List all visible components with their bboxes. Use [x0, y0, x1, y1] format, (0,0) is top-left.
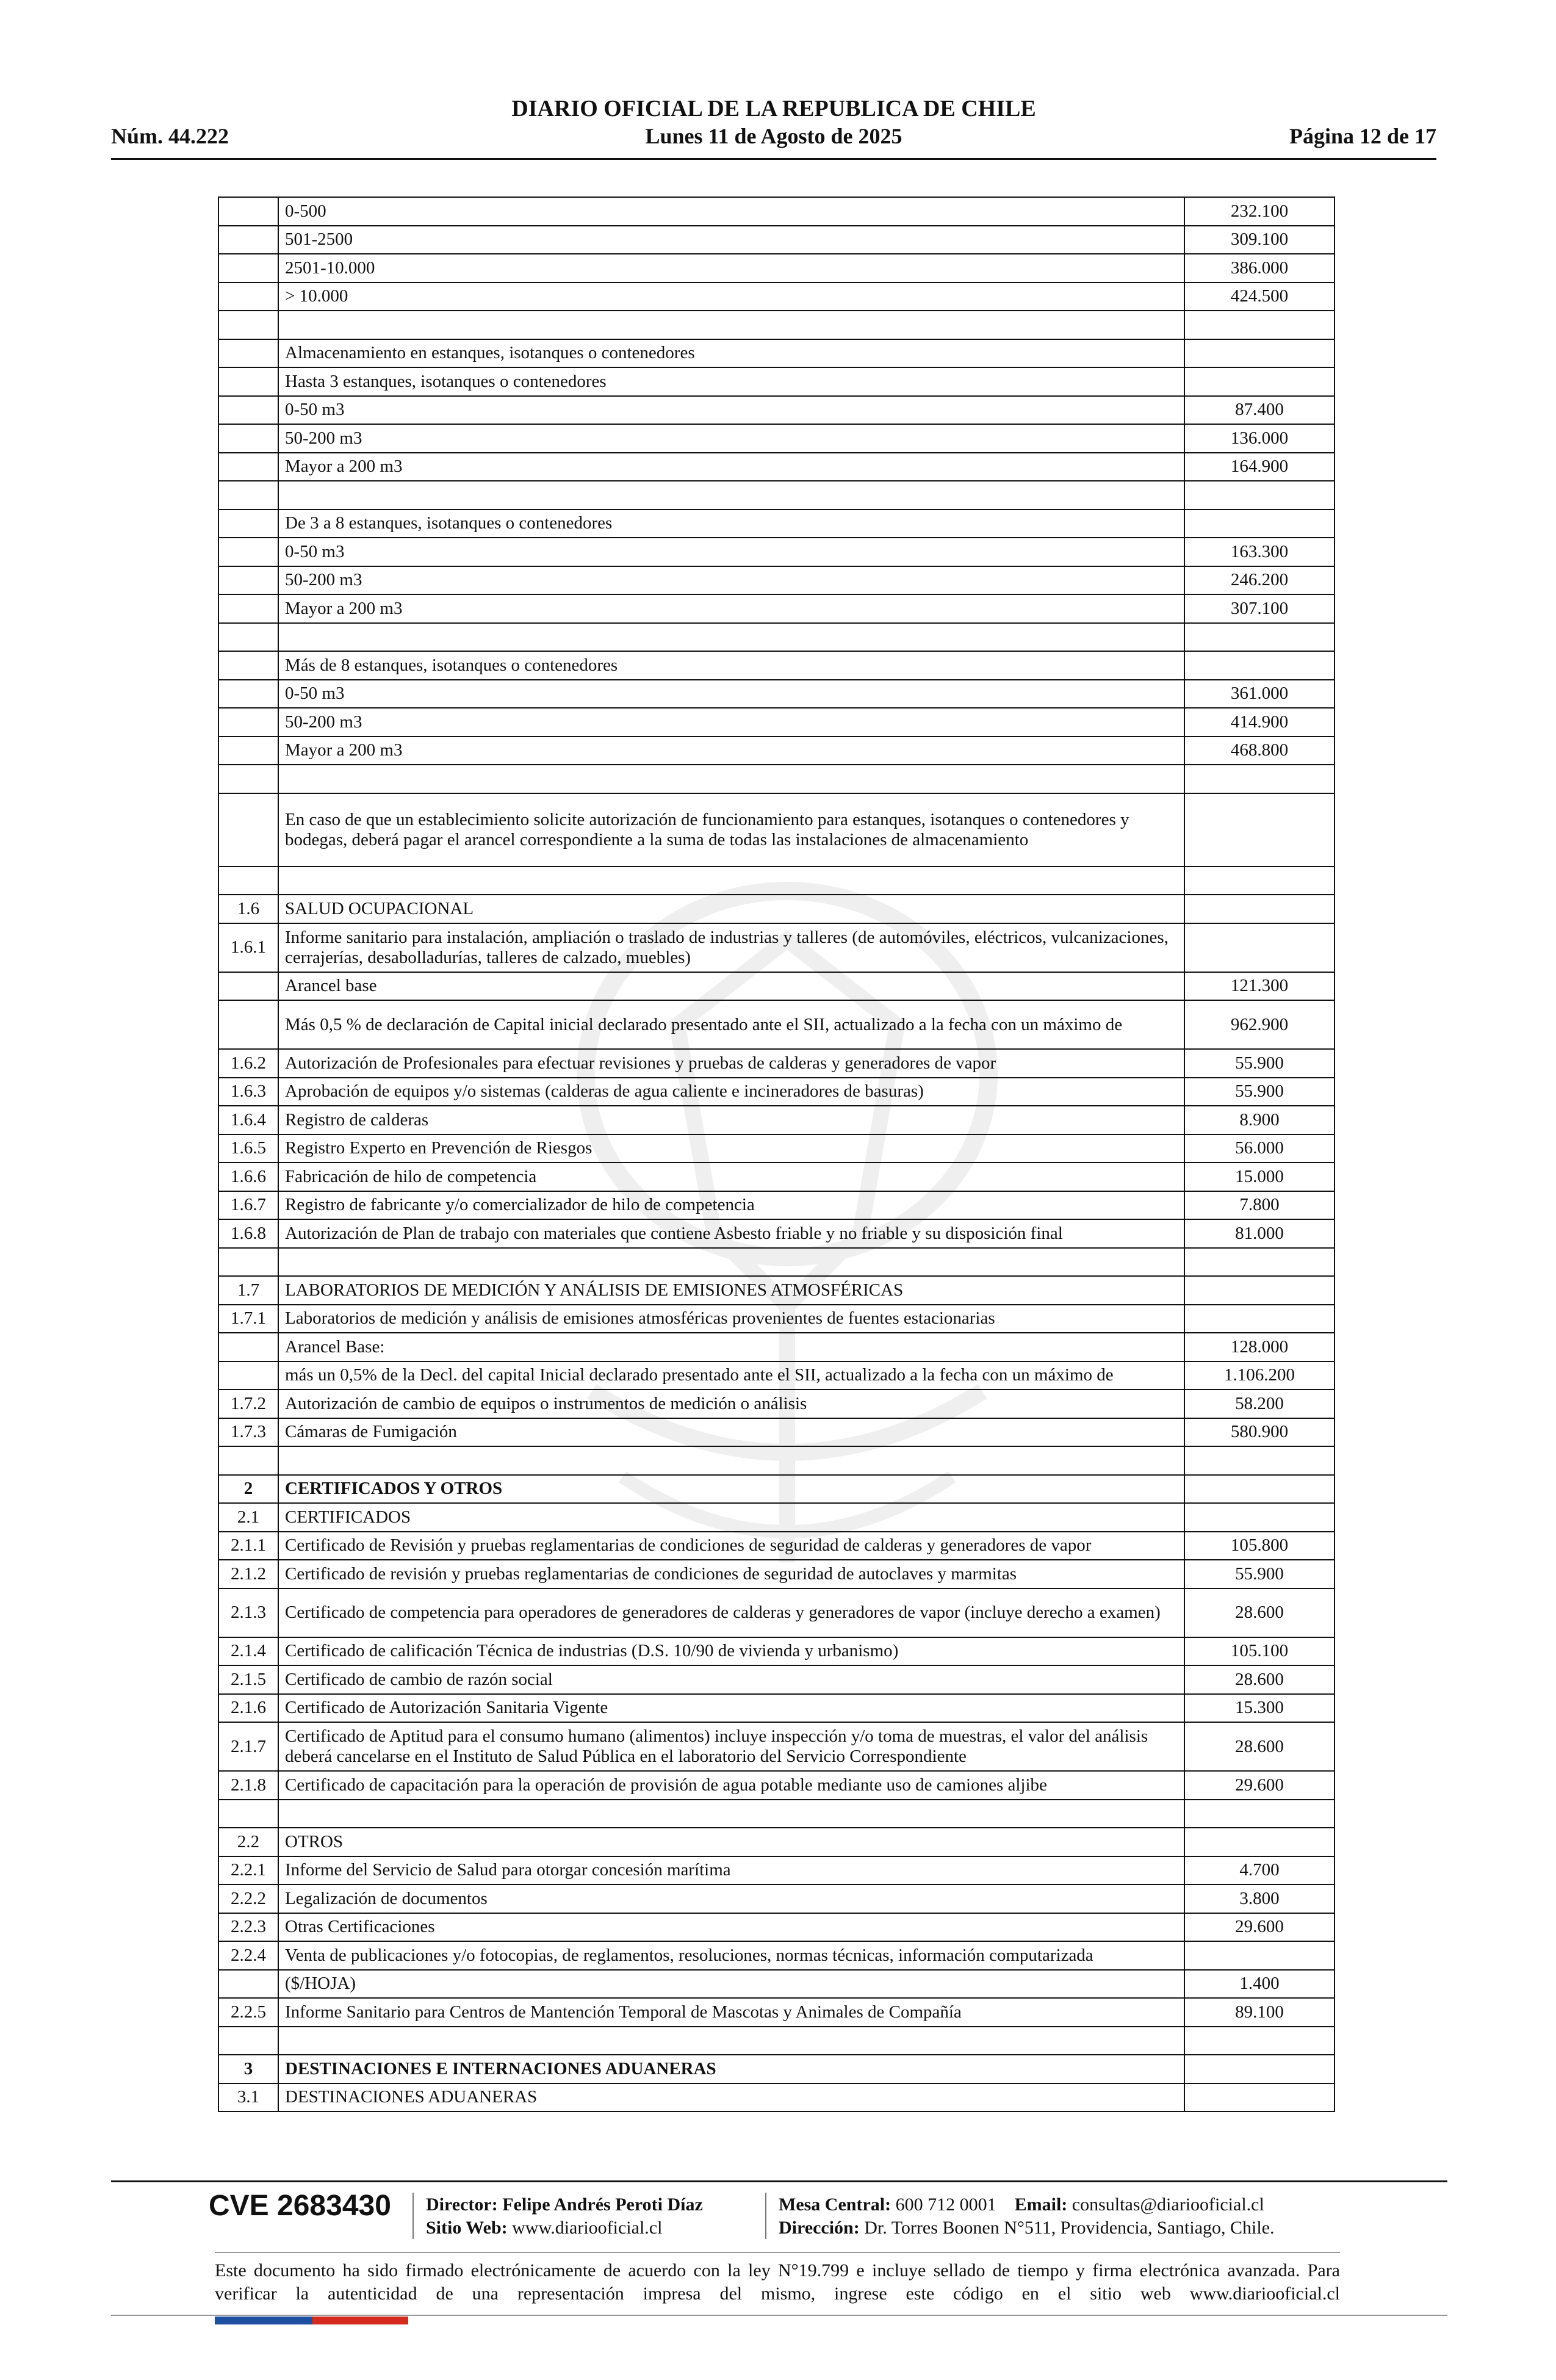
row-description: 501-2500 — [278, 226, 1184, 254]
table-row — [218, 1941, 1334, 1970]
row-code: 1.7.1 — [218, 1305, 278, 1333]
table-row — [218, 1134, 1334, 1163]
footer-director-block — [426, 2193, 703, 2240]
row-code: 2.1.2 — [218, 1560, 278, 1588]
row-fee — [1184, 481, 1334, 510]
table-row — [218, 923, 1334, 972]
row-fee — [1184, 1828, 1334, 1856]
row-code — [218, 1000, 278, 1049]
row-code — [218, 594, 278, 623]
row-description: Arancel base — [278, 972, 1184, 1001]
flag-stripe-red — [312, 2317, 408, 2324]
row-description: CERTIFICADOS Y OTROS — [278, 1475, 1184, 1504]
row-code: 1.6.3 — [218, 1078, 278, 1106]
table-row — [218, 1665, 1334, 1694]
row-code — [218, 737, 278, 765]
table-row — [218, 1800, 1334, 1828]
row-code — [218, 1248, 278, 1277]
row-description: Certificado de cambio de razón social — [278, 1665, 1184, 1694]
table-row — [218, 1219, 1334, 1248]
row-code — [218, 226, 278, 254]
row-fee — [1184, 1305, 1334, 1333]
row-description: Mayor a 200 m3 — [278, 594, 1184, 623]
table-row — [218, 424, 1334, 453]
table-row — [218, 1333, 1334, 1361]
row-code: 1.6.7 — [218, 1191, 278, 1220]
row-description — [278, 481, 1184, 510]
row-code — [218, 424, 278, 453]
table-row — [218, 311, 1334, 339]
table-row — [218, 1361, 1334, 1390]
email-label: Email: — [1014, 2194, 1068, 2215]
table-row — [218, 1390, 1334, 1418]
row-fee — [1184, 1800, 1334, 1828]
row-fee — [1184, 1276, 1334, 1305]
phone-number: 600 712 0001 — [895, 2194, 996, 2215]
row-description: En caso de que un establecimiento solicite autorización de funcionamiento para estanques, isotanques o contenedores y bodegas, deberá pagar el arancel correspondiente a la suma de todas las instalaciones de almacenamiento — [278, 793, 1184, 867]
row-code — [218, 453, 278, 481]
row-fee: 55.900 — [1184, 1078, 1334, 1106]
row-fee — [1184, 923, 1334, 972]
row-description — [278, 1446, 1184, 1475]
row-fee: 29.600 — [1184, 1771, 1334, 1800]
row-code: 1.7 — [218, 1276, 278, 1305]
row-fee: 1.106.200 — [1184, 1361, 1334, 1390]
table-row — [218, 1000, 1334, 1049]
row-fee — [1184, 793, 1334, 867]
row-fee: 15.000 — [1184, 1163, 1334, 1191]
row-description: Hasta 3 estanques, isotanques o contenedores — [278, 367, 1184, 396]
table-row — [218, 1475, 1334, 1504]
table-row — [218, 1446, 1334, 1475]
row-description: Laboratorios de medición y análisis de emisiones atmosféricas provenientes de fuentes estacionarias — [278, 1305, 1184, 1333]
row-fee: 28.600 — [1184, 1722, 1334, 1771]
footer-rule — [111, 2180, 1447, 2182]
row-fee: 7.800 — [1184, 1191, 1334, 1220]
row-code: 1.7.3 — [218, 1418, 278, 1447]
row-description: Autorización de Plan de trabajo con materiales que contiene Asbesto friable y no friable y su disposición final — [278, 1219, 1184, 1248]
row-description: Mayor a 200 m3 — [278, 737, 1184, 765]
row-description: Informe del Servicio de Salud para otorgar concesión marítima — [278, 1856, 1184, 1885]
row-description: De 3 a 8 estanques, isotanques o contenedores — [278, 510, 1184, 538]
row-code — [218, 283, 278, 311]
table-row — [218, 793, 1334, 867]
table-row — [218, 396, 1334, 425]
row-description — [278, 311, 1184, 339]
row-description: SALUD OCUPACIONAL — [278, 895, 1184, 923]
page-header — [111, 92, 1436, 157]
table-row — [218, 1884, 1334, 1913]
row-fee: 55.900 — [1184, 1560, 1334, 1588]
row-fee: 309.100 — [1184, 226, 1334, 254]
row-fee — [1184, 367, 1334, 396]
director-label: Director: — [426, 2194, 498, 2215]
publication-date: Lunes 11 de Agosto de 2025 — [645, 124, 902, 148]
row-description: Informe Sanitario para Centros de Mantención Temporal de Mascotas y Animales de Compañía — [278, 1998, 1184, 2027]
row-fee — [1184, 895, 1334, 923]
row-description: 2501-10.000 — [278, 254, 1184, 283]
row-description: Certificado de Aptitud para el consumo humano (alimentos) incluye inspección y/o toma de muestras, el valor del análisis deberá cancelarse en el Instituto de Salud Pública en el laboratorio del Servicio Correspondiente — [278, 1722, 1184, 1771]
row-description: Más 0,5 % de declaración de Capital inicial declarado presentado ante el SII, actualizado a la fecha con un máximo de — [278, 1000, 1184, 1049]
table-row — [218, 1191, 1334, 1220]
table-row — [218, 367, 1334, 396]
table-row — [218, 1078, 1334, 1106]
row-description: Otras Certificaciones — [278, 1913, 1184, 1942]
table-row — [218, 1588, 1334, 1637]
row-fee: 246.200 — [1184, 566, 1334, 595]
table-row — [218, 1503, 1334, 1532]
cve-code: CVE 2683430 — [209, 2190, 391, 2222]
row-code: 2.2.5 — [218, 1998, 278, 2027]
row-fee: 232.100 — [1184, 197, 1334, 226]
row-fee — [1184, 2027, 1334, 2055]
footer-rule — [111, 2315, 1447, 2316]
row-description: Certificado de capacitación para la operación de provisión de agua potable mediante uso de camiones aljibe — [278, 1771, 1184, 1800]
row-description: > 10.000 — [278, 283, 1184, 311]
row-fee: 56.000 — [1184, 1134, 1334, 1163]
row-description: ($/HOJA) — [278, 1970, 1184, 1999]
table-row — [218, 2027, 1334, 2055]
row-code — [218, 566, 278, 595]
row-fee: 468.800 — [1184, 737, 1334, 765]
row-fee: 58.200 — [1184, 1390, 1334, 1418]
row-code — [218, 793, 278, 867]
row-fee: 361.000 — [1184, 680, 1334, 709]
fee-schedule-table — [218, 197, 1335, 2112]
table-row — [218, 651, 1334, 680]
flag-stripe-blue — [215, 2317, 312, 2324]
table-row — [218, 895, 1334, 923]
row-fee: 8.900 — [1184, 1106, 1334, 1134]
table-row — [218, 1913, 1334, 1942]
row-fee: 121.300 — [1184, 972, 1334, 1001]
row-fee — [1184, 1475, 1334, 1504]
row-fee: 89.100 — [1184, 1998, 1334, 2027]
signature-disclaimer: Este documento ha sido firmado electrónicamente de acuerdo con la ley N°19.799 e incluye sellado de tiempo y firma electrónica avanzada. Para verificar la autenticidad de una representación impresa del mismo, ingrese este código en el sitio web www.diariooficial.cl — [215, 2260, 1340, 2304]
row-code: 1.6 — [218, 895, 278, 923]
footer-divider — [412, 2193, 414, 2239]
table-row — [218, 2083, 1334, 2112]
row-description: Registro Experto en Prevención de Riesgos — [278, 1134, 1184, 1163]
row-description: Cámaras de Fumigación — [278, 1418, 1184, 1447]
row-description: 0-50 m3 — [278, 680, 1184, 709]
row-fee: 3.800 — [1184, 1884, 1334, 1913]
row-description: LABORATORIOS DE MEDICIÓN Y ANÁLISIS DE EMISIONES ATMOSFÉRICAS — [278, 1276, 1184, 1305]
row-fee — [1184, 765, 1334, 793]
row-code — [218, 867, 278, 895]
row-code — [218, 538, 278, 566]
row-fee — [1184, 623, 1334, 652]
issue-number: Núm. 44.222 — [111, 124, 229, 148]
row-code: 2.2.2 — [218, 1884, 278, 1913]
row-description: Registro de calderas — [278, 1106, 1184, 1134]
row-code — [218, 311, 278, 339]
table-row — [218, 867, 1334, 895]
row-description: CERTIFICADOS — [278, 1503, 1184, 1532]
row-description: Certificado de competencia para operadores de generadores de calderas y generadores de vapor (incluye derecho a examen) — [278, 1588, 1184, 1637]
table-row — [218, 737, 1334, 765]
table-row — [218, 283, 1334, 311]
row-description: Registro de fabricante y/o comercializador de hilo de competencia — [278, 1191, 1184, 1220]
table-row — [218, 1637, 1334, 1666]
row-code — [218, 1800, 278, 1828]
table-row — [218, 1694, 1334, 1723]
table-row — [218, 2055, 1334, 2083]
row-description — [278, 765, 1184, 793]
row-code — [218, 623, 278, 652]
table-row — [218, 680, 1334, 709]
row-fee: 87.400 — [1184, 396, 1334, 425]
row-description — [278, 867, 1184, 895]
address-label: Dirección: — [779, 2218, 860, 2238]
row-code: 2.1.4 — [218, 1637, 278, 1666]
row-code — [218, 1361, 278, 1390]
row-code — [218, 1333, 278, 1361]
row-description: Legalización de documentos — [278, 1884, 1184, 1913]
table-row — [218, 1163, 1334, 1191]
row-fee — [1184, 867, 1334, 895]
row-code — [218, 765, 278, 793]
row-code: 3 — [218, 2055, 278, 2083]
table-row — [218, 453, 1334, 481]
row-code — [218, 197, 278, 226]
row-description: Certificado de calificación Técnica de industrias (D.S. 10/90 de vivienda y urbanismo) — [278, 1637, 1184, 1666]
row-description: 50-200 m3 — [278, 424, 1184, 453]
row-fee: 105.800 — [1184, 1532, 1334, 1560]
row-code: 1.6.5 — [218, 1134, 278, 1163]
row-description: Certificado de Revisión y pruebas reglamentarias de condiciones de seguridad de calderas y generadores de vapor — [278, 1532, 1184, 1560]
row-code: 2.1.6 — [218, 1694, 278, 1723]
row-code — [218, 1446, 278, 1475]
table-row — [218, 226, 1334, 254]
table-row — [218, 1305, 1334, 1333]
row-fee: 81.000 — [1184, 1219, 1334, 1248]
row-description: Certificado de Autorización Sanitaria Vigente — [278, 1694, 1184, 1723]
row-fee — [1184, 339, 1334, 368]
director-name: Felipe Andrés Peroti Díaz — [502, 2194, 703, 2215]
row-fee: 28.600 — [1184, 1665, 1334, 1694]
table-row — [218, 594, 1334, 623]
table-row — [218, 765, 1334, 793]
row-description — [278, 2027, 1184, 2055]
row-fee — [1184, 651, 1334, 680]
table-row — [218, 1276, 1334, 1305]
row-description: Aprobación de equipos y/o sistemas (calderas de agua caliente e incineradores de basuras) — [278, 1078, 1184, 1106]
row-description — [278, 623, 1184, 652]
row-fee: 15.300 — [1184, 1694, 1334, 1723]
row-code: 1.6.6 — [218, 1163, 278, 1191]
row-fee: 1.400 — [1184, 1970, 1334, 1999]
table-row — [218, 1970, 1334, 1999]
row-code: 1.6.2 — [218, 1049, 278, 1078]
row-code — [218, 510, 278, 538]
page-number: Página 12 de 17 — [1289, 124, 1436, 148]
row-code: 2.1.1 — [218, 1532, 278, 1560]
row-description — [278, 1248, 1184, 1277]
row-code — [218, 708, 278, 737]
row-code — [218, 367, 278, 396]
row-description: DESTINACIONES ADUANERAS — [278, 2083, 1184, 2112]
row-code — [218, 396, 278, 425]
table-row — [218, 1418, 1334, 1447]
footer-contact-block — [779, 2193, 1275, 2240]
row-fee: 424.500 — [1184, 283, 1334, 311]
row-fee: 55.900 — [1184, 1049, 1334, 1078]
table-row — [218, 708, 1334, 737]
row-description: Fabricación de hilo de competencia — [278, 1163, 1184, 1191]
row-fee: 4.700 — [1184, 1856, 1334, 1885]
table-row — [218, 623, 1334, 652]
row-code — [218, 254, 278, 283]
row-code — [218, 2027, 278, 2055]
table-row — [218, 1828, 1334, 1856]
row-fee — [1184, 1248, 1334, 1277]
row-fee — [1184, 510, 1334, 538]
table-row — [218, 1049, 1334, 1078]
row-code — [218, 651, 278, 680]
footer-divider — [765, 2193, 766, 2239]
email-link[interactable]: consultas@diariooficial.cl — [1072, 2194, 1264, 2215]
row-description: 50-200 m3 — [278, 708, 1184, 737]
row-code: 2.1.3 — [218, 1588, 278, 1637]
row-fee: 29.600 — [1184, 1913, 1334, 1942]
table-row — [218, 972, 1334, 1001]
table-row — [218, 1722, 1334, 1771]
row-fee: 164.900 — [1184, 453, 1334, 481]
row-code — [218, 339, 278, 368]
row-code — [218, 1970, 278, 1999]
row-description: Arancel Base: — [278, 1333, 1184, 1361]
table-row — [218, 1771, 1334, 1800]
row-fee: 307.100 — [1184, 594, 1334, 623]
row-description: DESTINACIONES E INTERNACIONES ADUANERAS — [278, 2055, 1184, 2083]
table-row — [218, 481, 1334, 510]
address-text: Dr. Torres Boonen N°511, Providencia, Santiago, Chile. — [864, 2218, 1275, 2238]
row-description: más un 0,5% de la Decl. del capital Inicial declarado presentado ante el SII, actualizado a la fecha con un máximo de — [278, 1361, 1184, 1390]
row-code: 2 — [218, 1475, 278, 1504]
row-description: Más de 8 estanques, isotanques o contenedores — [278, 651, 1184, 680]
row-fee: 414.900 — [1184, 708, 1334, 737]
row-code: 2.2 — [218, 1828, 278, 1856]
table-row — [218, 1560, 1334, 1588]
table-row — [218, 1998, 1334, 2027]
mesa-label: Mesa Central: — [779, 2194, 891, 2215]
row-code — [218, 680, 278, 709]
row-description: 0-500 — [278, 197, 1184, 226]
row-description: Almacenamiento en estanques, isotanques o contenedores — [278, 339, 1184, 368]
table-row — [218, 1248, 1334, 1277]
row-code: 2.2.4 — [218, 1941, 278, 1970]
table-row — [218, 1856, 1334, 1885]
row-fee — [1184, 1941, 1334, 1970]
row-code — [218, 481, 278, 510]
table-row — [218, 197, 1334, 226]
row-description: OTROS — [278, 1828, 1184, 1856]
row-fee: 128.000 — [1184, 1333, 1334, 1361]
row-code: 2.1.5 — [218, 1665, 278, 1694]
table-row — [218, 1532, 1334, 1560]
table-row — [218, 538, 1334, 566]
row-fee — [1184, 2083, 1334, 2112]
row-description: 0-50 m3 — [278, 538, 1184, 566]
row-code: 2.2.1 — [218, 1856, 278, 1885]
row-code: 3.1 — [218, 2083, 278, 2112]
website-link[interactable]: www.diariooficial.cl — [512, 2218, 663, 2238]
row-fee: 163.300 — [1184, 538, 1334, 566]
footer-rule — [215, 2252, 1340, 2253]
row-fee — [1184, 1446, 1334, 1475]
row-code: 1.7.2 — [218, 1390, 278, 1418]
row-fee: 105.100 — [1184, 1637, 1334, 1666]
row-fee: 580.900 — [1184, 1418, 1334, 1447]
row-fee — [1184, 311, 1334, 339]
row-code: 1.6.4 — [218, 1106, 278, 1134]
table-row — [218, 339, 1334, 368]
table-row — [218, 254, 1334, 283]
row-description: 0-50 m3 — [278, 396, 1184, 425]
row-code: 2.2.3 — [218, 1913, 278, 1942]
row-fee: 386.000 — [1184, 254, 1334, 283]
table-row — [218, 1106, 1334, 1134]
row-description: Autorización de cambio de equipos o instrumentos de medición o análisis — [278, 1390, 1184, 1418]
row-description: Informe sanitario para instalación, ampliación o traslado de industrias y talleres (de automóviles, eléctricos, vulcanizaciones, cerrajerías, desabolladurías, talleres de calzado, muebles) — [278, 923, 1184, 972]
row-code: 2.1 — [218, 1503, 278, 1532]
row-description: Certificado de revisión y pruebas reglamentarias de condiciones de seguridad de autoclaves y marmitas — [278, 1560, 1184, 1588]
row-fee: 962.900 — [1184, 1000, 1334, 1049]
header-rule — [111, 158, 1436, 160]
table-row — [218, 566, 1334, 595]
row-description: 50-200 m3 — [278, 566, 1184, 595]
publication-title: DIARIO OFICIAL DE LA REPUBLICA DE CHILE — [511, 96, 1036, 121]
row-description: Autorización de Profesionales para efectuar revisiones y pruebas de calderas y generadores de vapor — [278, 1049, 1184, 1078]
row-fee — [1184, 2055, 1334, 2083]
row-fee: 136.000 — [1184, 424, 1334, 453]
row-code: 1.6.1 — [218, 923, 278, 972]
row-description: Mayor a 200 m3 — [278, 453, 1184, 481]
web-label: Sitio Web: — [426, 2218, 508, 2238]
row-code: 1.6.8 — [218, 1219, 278, 1248]
row-fee — [1184, 1503, 1334, 1532]
row-fee: 28.600 — [1184, 1588, 1334, 1637]
row-description — [278, 1800, 1184, 1828]
row-code: 2.1.8 — [218, 1771, 278, 1800]
table-row — [218, 510, 1334, 538]
row-code: 2.1.7 — [218, 1722, 278, 1771]
row-description: Venta de publicaciones y/o fotocopias, de reglamentos, resoluciones, normas técnicas, información computarizada — [278, 1941, 1184, 1970]
row-code — [218, 972, 278, 1001]
